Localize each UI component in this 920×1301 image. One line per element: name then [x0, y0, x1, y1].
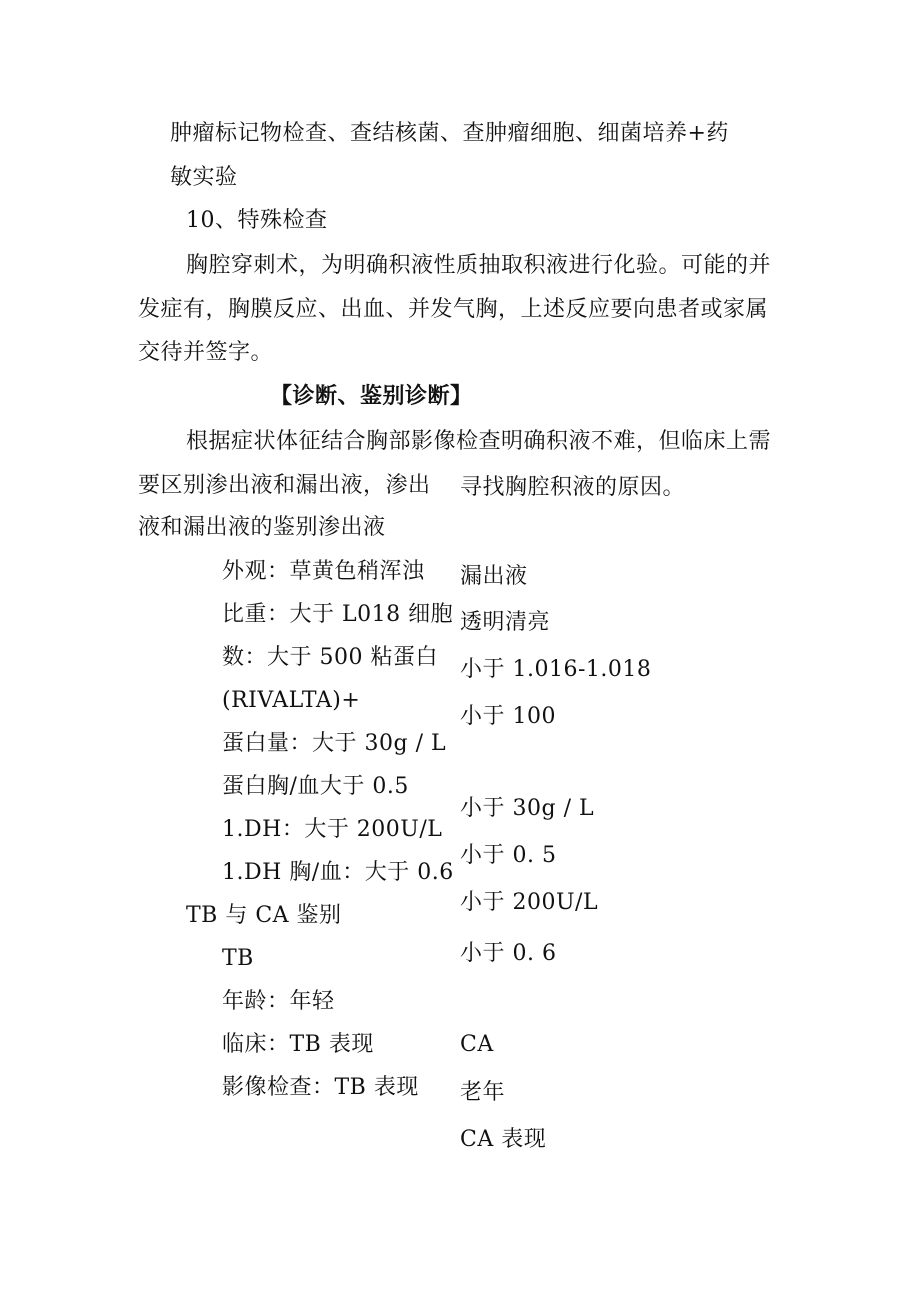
right-col-item: 透明清亮	[460, 610, 551, 635]
left-col-item: (RIVALTA)+	[222, 688, 361, 713]
left-col-item: 1.DH 胸/血：大于 0.6	[222, 860, 454, 885]
left-col-item: 临床：TB 表现	[222, 1032, 374, 1057]
right-col-item: CA	[460, 1032, 494, 1057]
left-col-item: 蛋白量：大于 30g / L	[222, 731, 447, 756]
para-line-8b: 寻找胸腔积液的原因。	[460, 475, 686, 500]
left-col-item: 年龄：年轻	[222, 989, 335, 1014]
left-col-item: TB	[222, 946, 254, 971]
left-col-item: 1.DH：大于 200U/L	[222, 817, 443, 842]
section-title-special-exam: 10、特殊检查	[186, 208, 328, 233]
heading-diagnosis: 【诊断、鉴别诊断】	[270, 383, 473, 409]
left-col-item: 比重：大于 L018 细胞	[222, 602, 454, 627]
left-col-item: 数：大于 500 粘蛋白	[222, 645, 438, 670]
left-col-item: TB 与 CA 鉴别	[186, 903, 342, 928]
right-col-item: 小于 0. 6	[460, 941, 557, 966]
right-col-item: 小于 1.016-1.018	[460, 657, 652, 682]
right-col-item: 小于 200U/L	[460, 890, 599, 915]
para-line-2: 敏实验	[170, 165, 238, 190]
left-col-item: 外观：草黄色稍浑浊	[222, 559, 425, 584]
right-col-item: 老年	[460, 1080, 506, 1105]
right-col-item: 小于 0. 5	[460, 843, 557, 868]
right-col-item: 小于 30g / L	[460, 796, 595, 821]
right-col-item: CA 表现	[460, 1127, 547, 1152]
left-col-item: 影像检查：TB 表现	[222, 1075, 419, 1100]
para-line-5: 发症有，胸膜反应、出血、并发气胸，上述反应要向患者或家属	[138, 297, 769, 322]
para-line-6: 交待并签字。	[138, 340, 274, 365]
para-line-1: 肿瘤标记物检查、查结核菌、查肿瘤细胞、细菌培养+药	[170, 121, 729, 146]
right-col-item: 小于 100	[460, 704, 556, 729]
left-col-item: 蛋白胸/血大于 0.5	[222, 774, 409, 799]
para-line-7: 根据症状体征结合胸部影像检查明确积液不难，但临床上需	[186, 429, 772, 454]
para-line-9: 液和漏出液的鉴别渗出液	[138, 515, 386, 540]
para-line-4: 胸腔穿刺术，为明确积液性质抽取积液进行化验。可能的并	[186, 253, 772, 278]
para-line-8a: 要区别渗出液和漏出液，渗出	[138, 473, 431, 498]
right-col-item: 漏出液	[460, 564, 528, 589]
